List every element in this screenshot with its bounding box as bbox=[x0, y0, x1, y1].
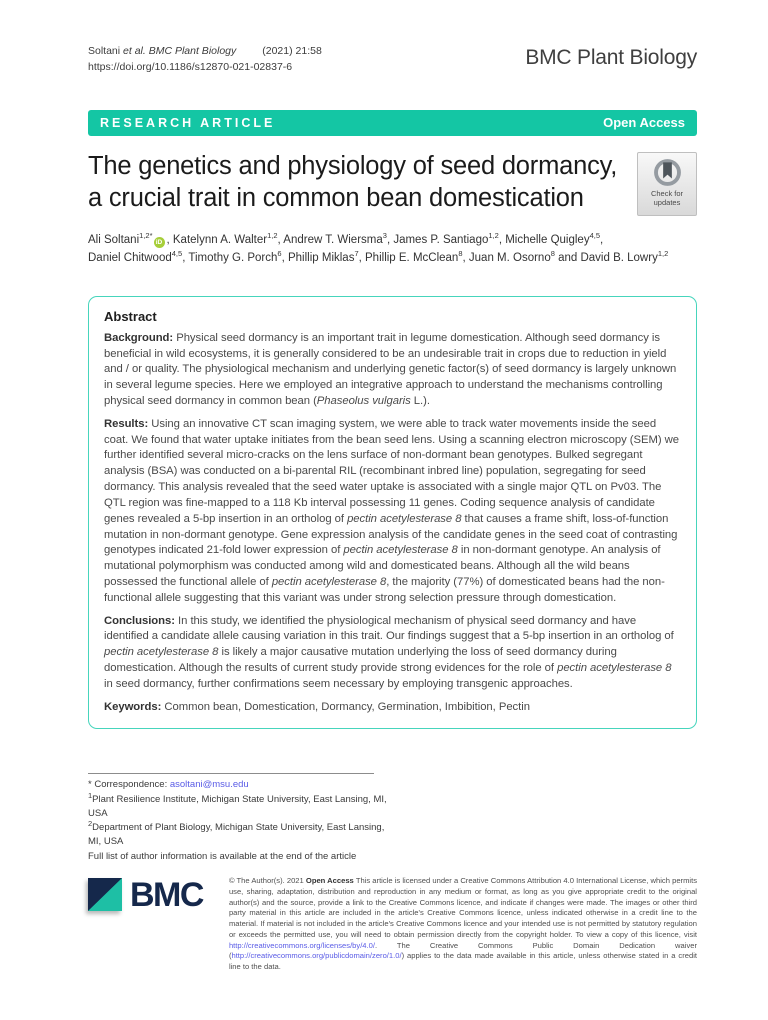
link[interactable]: http://creativecommons.org/licenses/by/4.0/ bbox=[228, 940, 375, 950]
title-row bbox=[88, 150, 697, 216]
check-for-updates-badge[interactable] bbox=[637, 152, 697, 216]
bmc-logo-text: BMC bbox=[130, 875, 203, 914]
citation-block bbox=[88, 44, 322, 76]
author-info-note: Full list of author information is available at the end of the article bbox=[88, 850, 357, 862]
affiliation-1: $^1$Plant Resilience Institute, Michigan State University, East Lansing, MI, USA bbox=[88, 790, 387, 819]
abstract-heading: Abstract bbox=[104, 308, 157, 324]
license-text: © The Author(s). 2021 Open Access This article is licensed under a Creative Commons Attribution 4.0 International License, which permits use, sharing, adaptation, distribution and reproduction in any medium or format, as long as you give appropriate credit to the original author(s) and the source, provide a link to the Creative Commons licence, and indicate if changes were made. The images or other third party material in this article are included in the article's Creative Commons licence, unless indicated otherwise in a credit line to the material. If material is not included in the article's Creative Commons licence and your intended use is not permitted by statutory regulation or exceeds the permitted use, you will need to obtain permission directly from the copyright holder. To view a copy of this licence, visit http://creativecommons.org/licenses/by/4.0/. The Creative Commons Public Domain Dedication waiver (http://creativecommons.org/publicdomain/zero/1.0/) applies to the data made available in this article, unless otherwise stated in a credit line to the data. bbox=[228, 875, 697, 972]
page-header bbox=[88, 44, 697, 76]
check-badge-label bbox=[651, 189, 683, 208]
doi-link[interactable]: https://doi.org/10.1186/s12870-021-02837-6 bbox=[88, 60, 293, 73]
bookmark-circle-icon bbox=[653, 158, 682, 187]
bmc-logo bbox=[88, 875, 203, 914]
abstract-background: Background: Physical seed dormancy is an important trait in legume domestication. Although seed dormancy is beneficial in wild ecosystems, it is generally considered to be an undesirable trait in crops due to reduction in yield and / or quality. The physiological mechanism and underlying genetic factor(s) of seed dormancy is largely unknown in several legume species. Here we employed an integrative approach to understand the mechanisms controlling physical seed dormancy in common bean (Phaseolus vulgaris L.). bbox=[104, 331, 677, 407]
abstract-conclusions: Conclusions: In this study, we identified the physiological mechanism of physical seed dormancy and have identified a candidate allele causing variation in this trait. Our findings suggest that a 5-bp insertion in an ortholog of pectin acetylesterase 8 is likely a major causative mutation underlying the loss of seed dormancy during domestication. Although the results of current study provide strong evidences for the role of pectin acetylesterase 8 in seed dormancy, further confirmations seem necessary by employing transgenic approaches. bbox=[104, 614, 674, 690]
check-badge-line1: Check for bbox=[650, 188, 684, 198]
research-article-label: RESEARCH ARTICLE bbox=[100, 115, 276, 130]
publisher-footer bbox=[88, 874, 697, 973]
orcid-icon[interactable]: iD bbox=[154, 237, 165, 248]
bmc-logo-square-icon bbox=[88, 878, 122, 911]
check-badge-line2: updates bbox=[653, 197, 681, 207]
open-access-label: Open Access bbox=[603, 115, 685, 130]
footnotes bbox=[88, 773, 390, 864]
affiliation-2: $^2$Department of Plant Biology, Michigan State University, East Lansing, MI, USA bbox=[88, 819, 385, 848]
footnote-divider bbox=[88, 773, 374, 774]
article-type-banner bbox=[88, 110, 697, 136]
link[interactable]: http://creativecommons.org/publicdomain/zero/1.0/ bbox=[231, 951, 402, 961]
journal-name: BMC Plant Biology bbox=[525, 46, 697, 69]
abstract-keywords: Keywords: Common bean, Domestication, Dormancy, Germination, Imbibition, Pectin bbox=[104, 700, 530, 713]
link[interactable]: asoltani@msu.edu bbox=[169, 779, 249, 791]
citation-line: Soltani et al. BMC Plant Biology (2021) 21:58 bbox=[88, 45, 322, 57]
abstract-box bbox=[88, 296, 697, 730]
abstract-results: Results: Using an innovative CT scan imaging system, we were able to track water movements inside the seed coat. We found that water uptake initiates from the bean seed lens. Using a scanning electron microscopy (SEM) we further identified several micro-cracks on the lens surface of non-dormant bean genotypes. Bulked segregant analysis (BSA) was conducted on a bi-parental RIL (recombinant inbred line) population, segregating for seed dormancy. This analysis revealed that the seed water uptake is associated with a single major QTL on Pv03. The QTL region was fine-mapped to a 118 Kb interval possessing 11 genes. Coding sequence analysis of candidate genes revealed a 5-bp insertion in an ortholog of pectin acetylesterase 8 that causes a frame shift, loss-of-function mutation in non-dormant genotype. Gene expression analysis of the candidate genes in the seed coat of contrasting genotypes indicated 21-fold lower expression of pectin acetylesterase 8 in non-dormant genotype. An analysis of mutational polymorphism was conducted among wild and domesticated beans. Although all the wild beans possessed the functional allele of pectin acetylesterase 8, the majority (77%) of domesticated beans had the non-functional allele suggesting that this variant was under strong selection pressure through domestication. bbox=[104, 417, 679, 604]
article-title: The genetics and physiology of seed dormancy, a crucial trait in common bean domestication bbox=[88, 151, 618, 212]
correspondence-line: * Correspondence: asoltani@msu.edu bbox=[88, 779, 249, 791]
authors-line: Ali Soltani$^{1,2*}$iD , Katelynn A. Walter$^{1,2}$, Andrew T. Wiersma$^3$, James P. Santiago$^{1,2}$, Michelle Quigley$^{4,5}$, Daniel Chitwood$^{4,5}$, Timothy G. Porch$^6$, Phillip Miklas$^7$, Phillip E. McClean$^8$, Juan M. Osorno$^8$ and David B. Lowry$^{1,2}$ bbox=[88, 230, 669, 265]
